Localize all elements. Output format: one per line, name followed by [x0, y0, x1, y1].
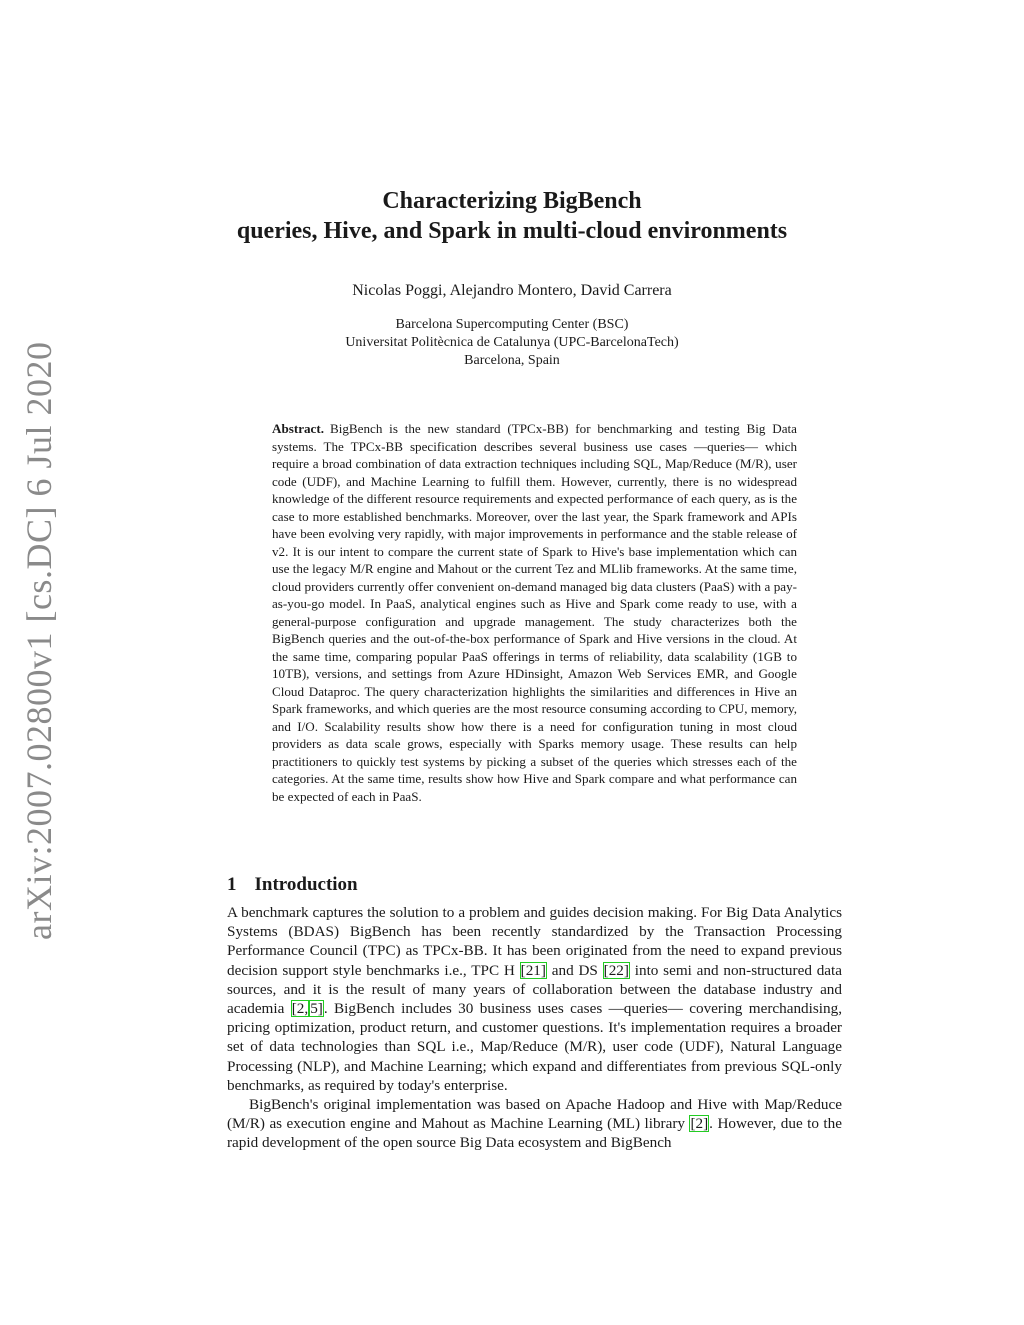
abstract-text: BigBench is the new standard (TPCx-BB) for benchmarking and testing Big Data systems. The TPCx-BB specification describes several business use cases —queries— which require a broad combination of data extraction techniques including SQL, Map/Reduce (M/R), user code (UDF), and Machine Learning to fulfill them. However, currently, there is no widespread knowledge of the different resource requirements and expected performance of each query, as is the case to more established benchmarks. Moreover, over the last year, the Spark framework and APIs have been evolving very rapidly, with major improvements in performance and the stable release of v2. It is our intent to compare the current state of Spark to Hive's base implementation which can use the legacy M/R engine and Mahout or the current Tez and MLlib frameworks. At the same time, cloud providers currently offer convenient on-demand managed big data clusters (PaaS) with a pay-as-you-go model. In PaaS, analytical engines such as Hive and Spark come ready to use, with a general-purpose configuration and upgrade management. The study characterizes both the BigBench queries and the out-of-the-box performance of Spark and Hive versions in the cloud. At the same time, comparing popular PaaS offerings in terms of reliability, data scalability (1GB to 10TB), versions, and settings from Azure HDinsight, Amazon Web Services EMR, and Google Cloud Dataproc. The query characterization highlights the similarities and differences in Hive an Spark frameworks, and which queries are the most resource consuming according to CPU, memory, and I/O. Scalability results show how there is a need for configuration tuning in most cloud providers as data scale grows, especially with Sparks memory usage. These results can help practitioners to quickly test systems by picking a subset of the queries which stresses each of the categories. At the same time, results show how Hive and Spark compare and what performance can be expected of each in PaaS. — [272, 421, 797, 804]
paragraph-text: and DS — [546, 961, 603, 979]
paragraph-text: BigBench's original implementation was based on Apache Hadoop and Hive with Map/Reduce (M/R) as execution engine and Mahout as Machine Learning (ML) library — [227, 1096, 842, 1133]
section-heading-introduction — [227, 874, 358, 896]
citation-link[interactable]: [22] — [603, 961, 629, 979]
paragraph-text: . However, due to the rapid development of the open source Big Data ecosystem and BigBench — [227, 1115, 842, 1152]
citation-link[interactable]: 5] — [310, 1000, 323, 1018]
paragraph-text: A benchmark captures the solution to a problem and guides decision making. For Big Data Analytics Systems (BDAS) BigBench has been recently standardized by the Transaction Processing Performance Council (TPC) as TPCx-BB. It has been originated from the need to expand previous decision support style benchmarks i.e., TPC H — [227, 904, 842, 979]
paper-title-line-2: queries, Hive, and Spark in multi-cloud environments — [236, 218, 788, 244]
affiliation-line-2: Universitat Politècnica de Catalunya (UPC-BarcelonaTech) — [345, 335, 679, 350]
paragraph-text: into semi and non-structured data sources, and it is the result of many years of collaboration between the database industry and academia — [227, 961, 842, 1018]
citation-link[interactable]: [2] — [690, 1115, 709, 1133]
affiliation-line-3: Barcelona, Spain — [464, 353, 560, 368]
paper-title — [0, 186, 1024, 246]
introduction-paragraph-2 — [227, 1095, 842, 1153]
author-list: Nicolas Poggi, Alejandro Montero, David Carrera — [352, 282, 672, 299]
section-title: Introduction — [254, 874, 358, 895]
paper-title-line-1: Characterizing BigBench — [382, 188, 642, 214]
affiliation-line-1: Barcelona Supercomputing Center (BSC) — [395, 317, 629, 332]
section-number: 1 — [227, 874, 237, 895]
paragraph-text: . BigBench includes 30 business uses cases —queries— covering merchandising, pricing optimization, product return, and customer questions. It's implementation requires a broader set of data technologies than SQL i.e., Map/Reduce (M/R), user code (UDF), Natural Language Processing (NLP), and Machine Learning; which expand and differentiates from previous SQL-only benchmarks, as required by today's enterprise. — [227, 1000, 842, 1094]
introduction-paragraph-1 — [227, 903, 842, 1095]
abstract — [272, 420, 797, 805]
introduction-body — [227, 903, 842, 1153]
affiliation-block — [0, 316, 1024, 370]
citation-link[interactable]: [2, — [291, 1000, 309, 1018]
citation-link[interactable]: [21] — [520, 961, 546, 979]
abstract-label: Abstract. — [272, 421, 324, 436]
arxiv-identifier-stamp: arXiv:2007.02800v1 [cs.DC] 6 Jul 2020 — [19, 341, 59, 940]
